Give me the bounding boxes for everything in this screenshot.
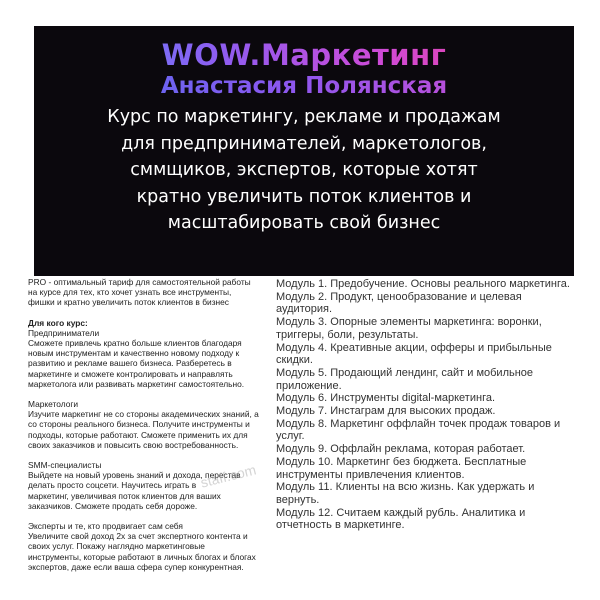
experts-text: экспертов, даже если ваша сфера супер конкурентная.: [28, 561, 244, 572]
marketers-text: подходы, которые работают. Сможете применить их для: [28, 429, 248, 440]
description-line: масштабировать свой бизнес: [167, 213, 441, 233]
intro-line: на курсе для тех, кто хочет узнать все инструменты,: [28, 287, 232, 298]
module-line: услуг.: [276, 430, 305, 443]
module-list: [276, 278, 576, 532]
module-line: Модуль 10. Маркетинг без бюджета. Бесплатные: [276, 455, 527, 468]
entrepreneurs-text: маркетолога или развивать маркетинг самостоятельно.: [28, 378, 245, 389]
entrepreneurs-text: развитию и рекламе вашего бизнеса. Разберетесь в: [28, 358, 232, 369]
entrepreneurs-text: новым инструментам и качественно новому подходу к: [28, 348, 240, 359]
entrepreneurs-text: Сможете привлечь кратно больше клиентов благодаря: [28, 338, 242, 349]
module-line: триггеры, боли, результаты.: [276, 328, 419, 341]
description-line: кратно увеличить поток клиентов и: [136, 186, 472, 207]
watermark: staff.com: [198, 461, 258, 491]
description-line: Курс по маркетингу, рекламе и продажам: [107, 107, 501, 127]
marketers-text: Изучите маркетинг не со стороны академических знаний, а: [28, 409, 259, 420]
module-line: Модуль 2. Продукт, ценообразование и целевая: [276, 290, 522, 303]
intro-line: фишки и кратно увеличить поток клиентов в бизнес: [28, 297, 229, 308]
brand-title: WOW.Маркетинг: [34, 38, 574, 72]
entrepreneurs-heading: Предприниматели: [28, 327, 100, 338]
smm-heading: SMM-специалисты: [28, 460, 102, 471]
audience-heading: Для кого курс:: [28, 317, 88, 328]
module-line: Модуль 7. Инстаграм для высоких продаж.: [276, 405, 496, 418]
module-line: аудитория.: [276, 303, 332, 316]
module-line: Модуль 11. Клиенты на всю жизнь. Как удержать и: [276, 481, 535, 494]
smm-text: заказчиков. Сможете продать себя дороже.: [28, 500, 198, 511]
module-line: скидки.: [276, 354, 313, 367]
tariff-description: [28, 277, 260, 572]
module-line: приложение.: [276, 379, 342, 392]
module-line: Модуль 3. Опорные элементы маркетинга: воронки,: [276, 316, 542, 329]
marketers-text: со стороны реального бизнеса. Получите инструменты и: [28, 419, 250, 430]
module-line: Модуль 4. Креативные акции, офферы и прибыльные: [276, 341, 552, 354]
description-line: сммщиков, экспертов, которые хотят: [130, 160, 478, 180]
module-line: вернуть.: [276, 493, 320, 506]
author-name: Анастасия Полянская: [34, 73, 574, 99]
marketers-heading: Маркетологи: [28, 399, 79, 410]
experts-text: Увеличите свой доход 2х за счет экспертного контента и: [28, 531, 248, 542]
module-line: Модуль 8. Маркетинг оффлайн точек продаж товаров и: [276, 417, 561, 430]
experts-text: инструменты, которые работают в личных блогах и блогах: [28, 551, 256, 562]
module-line: отчетность в маркетинге.: [276, 519, 405, 532]
smm-text: Выйдете на новый уровень знаний и дохода, перестав: [28, 470, 241, 481]
experts-text: своих услуг. Покажу наглядно маркетинговые: [28, 541, 205, 552]
experts-heading: Эксперты и те, кто продвигает сам себя: [28, 521, 183, 532]
course-description: [44, 104, 564, 237]
module-line: Модуль 9. Оффлайн реклама, которая работает.: [276, 443, 526, 456]
course-banner: [34, 26, 574, 276]
smm-text: маркетинг, увеличивая поток клиентов для ваших: [28, 490, 221, 501]
smm-text: делать просто соцсети. Научитесь играть в: [28, 480, 197, 491]
module-line: Модуль 1. Предобучение. Основы реального маркетинга.: [276, 278, 570, 290]
intro-line: PRO - оптимальный тариф для самостоятельной работы: [28, 277, 251, 287]
entrepreneurs-text: маркетинге и сможете контролировать и направлять: [28, 368, 233, 379]
module-line: Модуль 12. Считаем каждый рубль. Аналитика и: [276, 506, 526, 519]
module-line: Модуль 6. Инструменты digital-маркетинга.: [276, 392, 496, 405]
description-line: для предпринимателей, маркетологов,: [121, 133, 487, 154]
module-line: Модуль 5. Продающий лендинг, сайт и мобильное: [276, 366, 534, 379]
module-line: инструменты привлечения клиентов.: [276, 468, 465, 481]
marketers-text: своих заказчиков и повысить свою востребованность.: [28, 439, 239, 450]
